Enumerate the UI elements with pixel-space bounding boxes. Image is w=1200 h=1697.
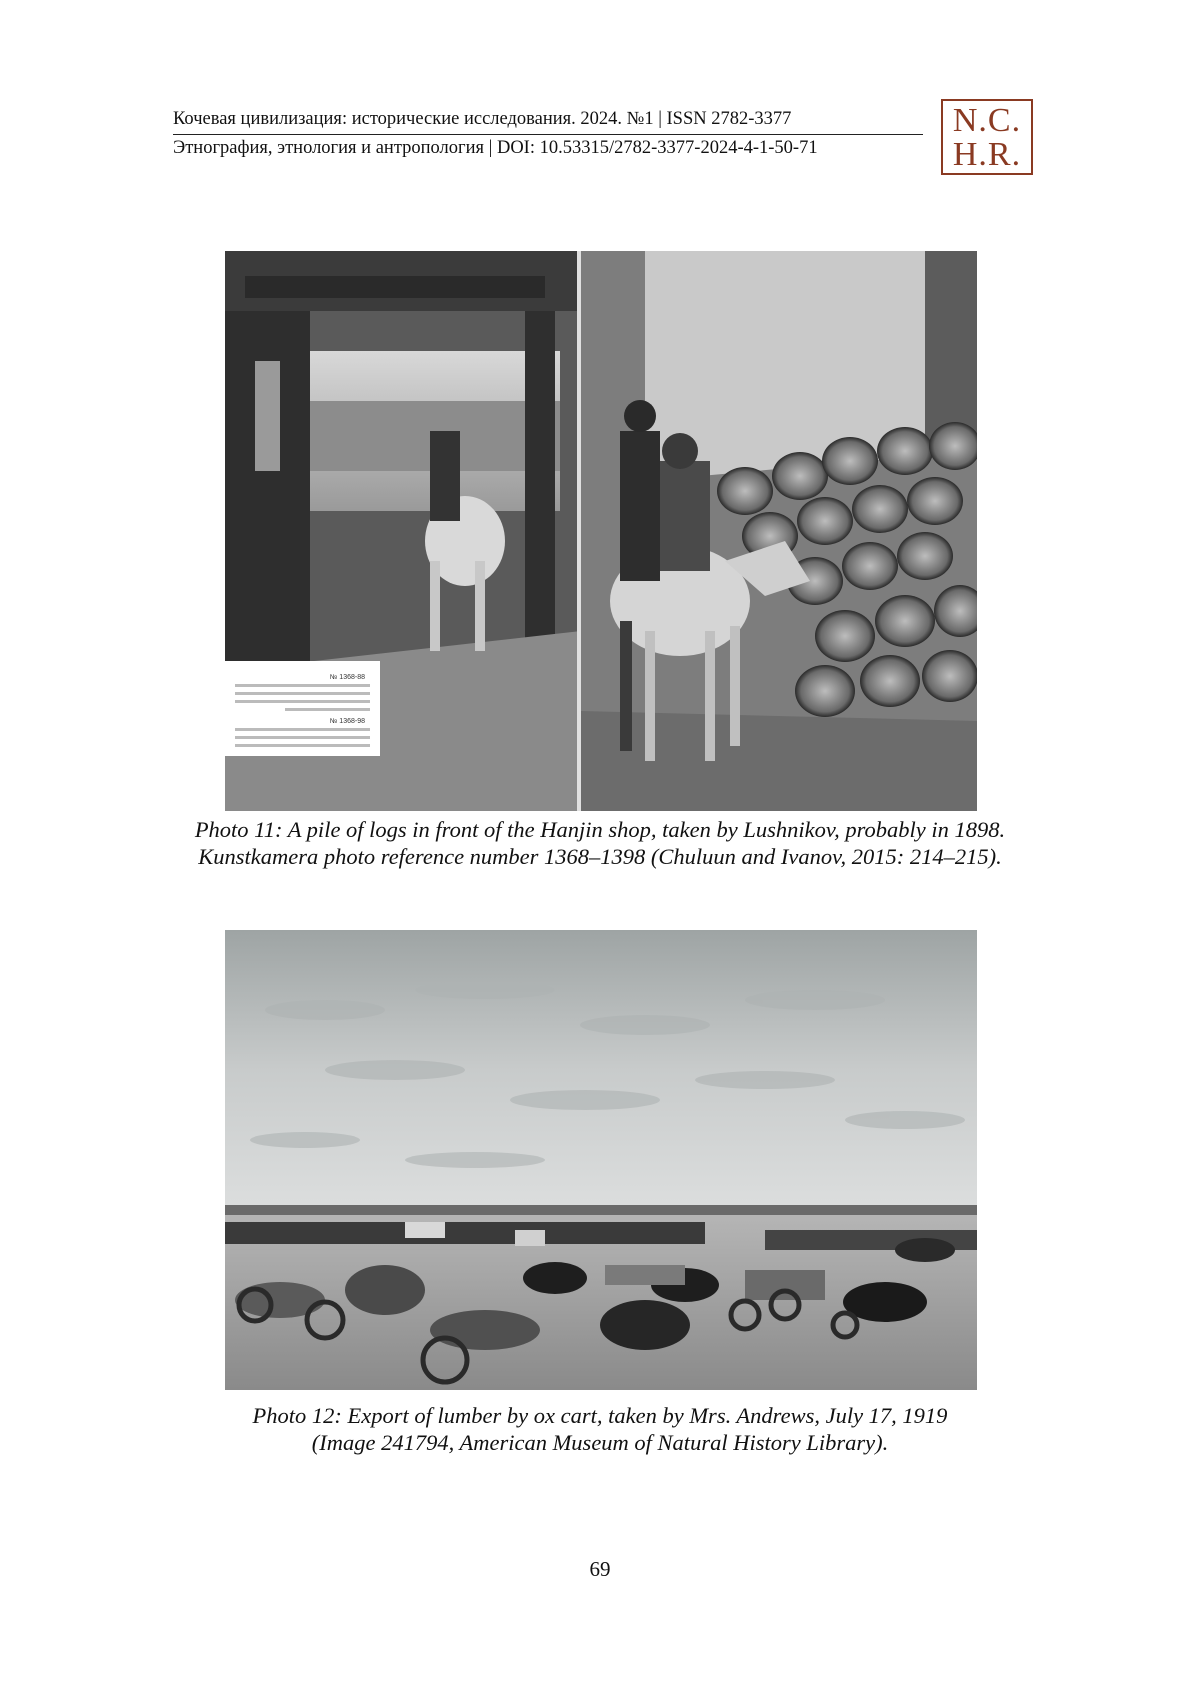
journal-logo [941,99,1033,175]
photo-12 [225,930,977,1390]
page-number: 69 [589,1557,611,1581]
caption-photo-11-line-1: Photo 11: A pile of logs in front of the Hanjin shop, taken by Lushnikov, probably in 1898. [194,817,1006,842]
journal-header: Кочевая цивилизация: исторические исследования. 2024. №1 | ISSN 2782-3377 [173,109,792,129]
inset-label-2: № 1368-98 [329,718,365,725]
caption-photo-12-line-1: Photo 12: Export of lumber by ox cart, taken by Mrs. Andrews, July 17, 1919 [252,1403,948,1428]
header-divider [173,134,923,135]
section-header: Этнография, этнология и антропология | DOI: 10.53315/2782-3377-2024-4-1-50-71 [173,138,818,158]
photo-12-image [225,930,977,1390]
logo-line-1: N.C. [952,102,1022,139]
logo-line-2: H.R. [952,136,1022,173]
inset-label-1: № 1368-88 [329,674,365,681]
photo-11 [225,251,977,811]
photo-11-image [225,251,977,811]
caption-photo-12-line-2: (Image 241794, American Museum of Natural History Library). [311,1430,889,1455]
caption-photo-11-line-2: Kunstkamera photo reference number 1368–1398 (Chuluun and Ivanov, 2015: 214–215). [198,844,1002,869]
